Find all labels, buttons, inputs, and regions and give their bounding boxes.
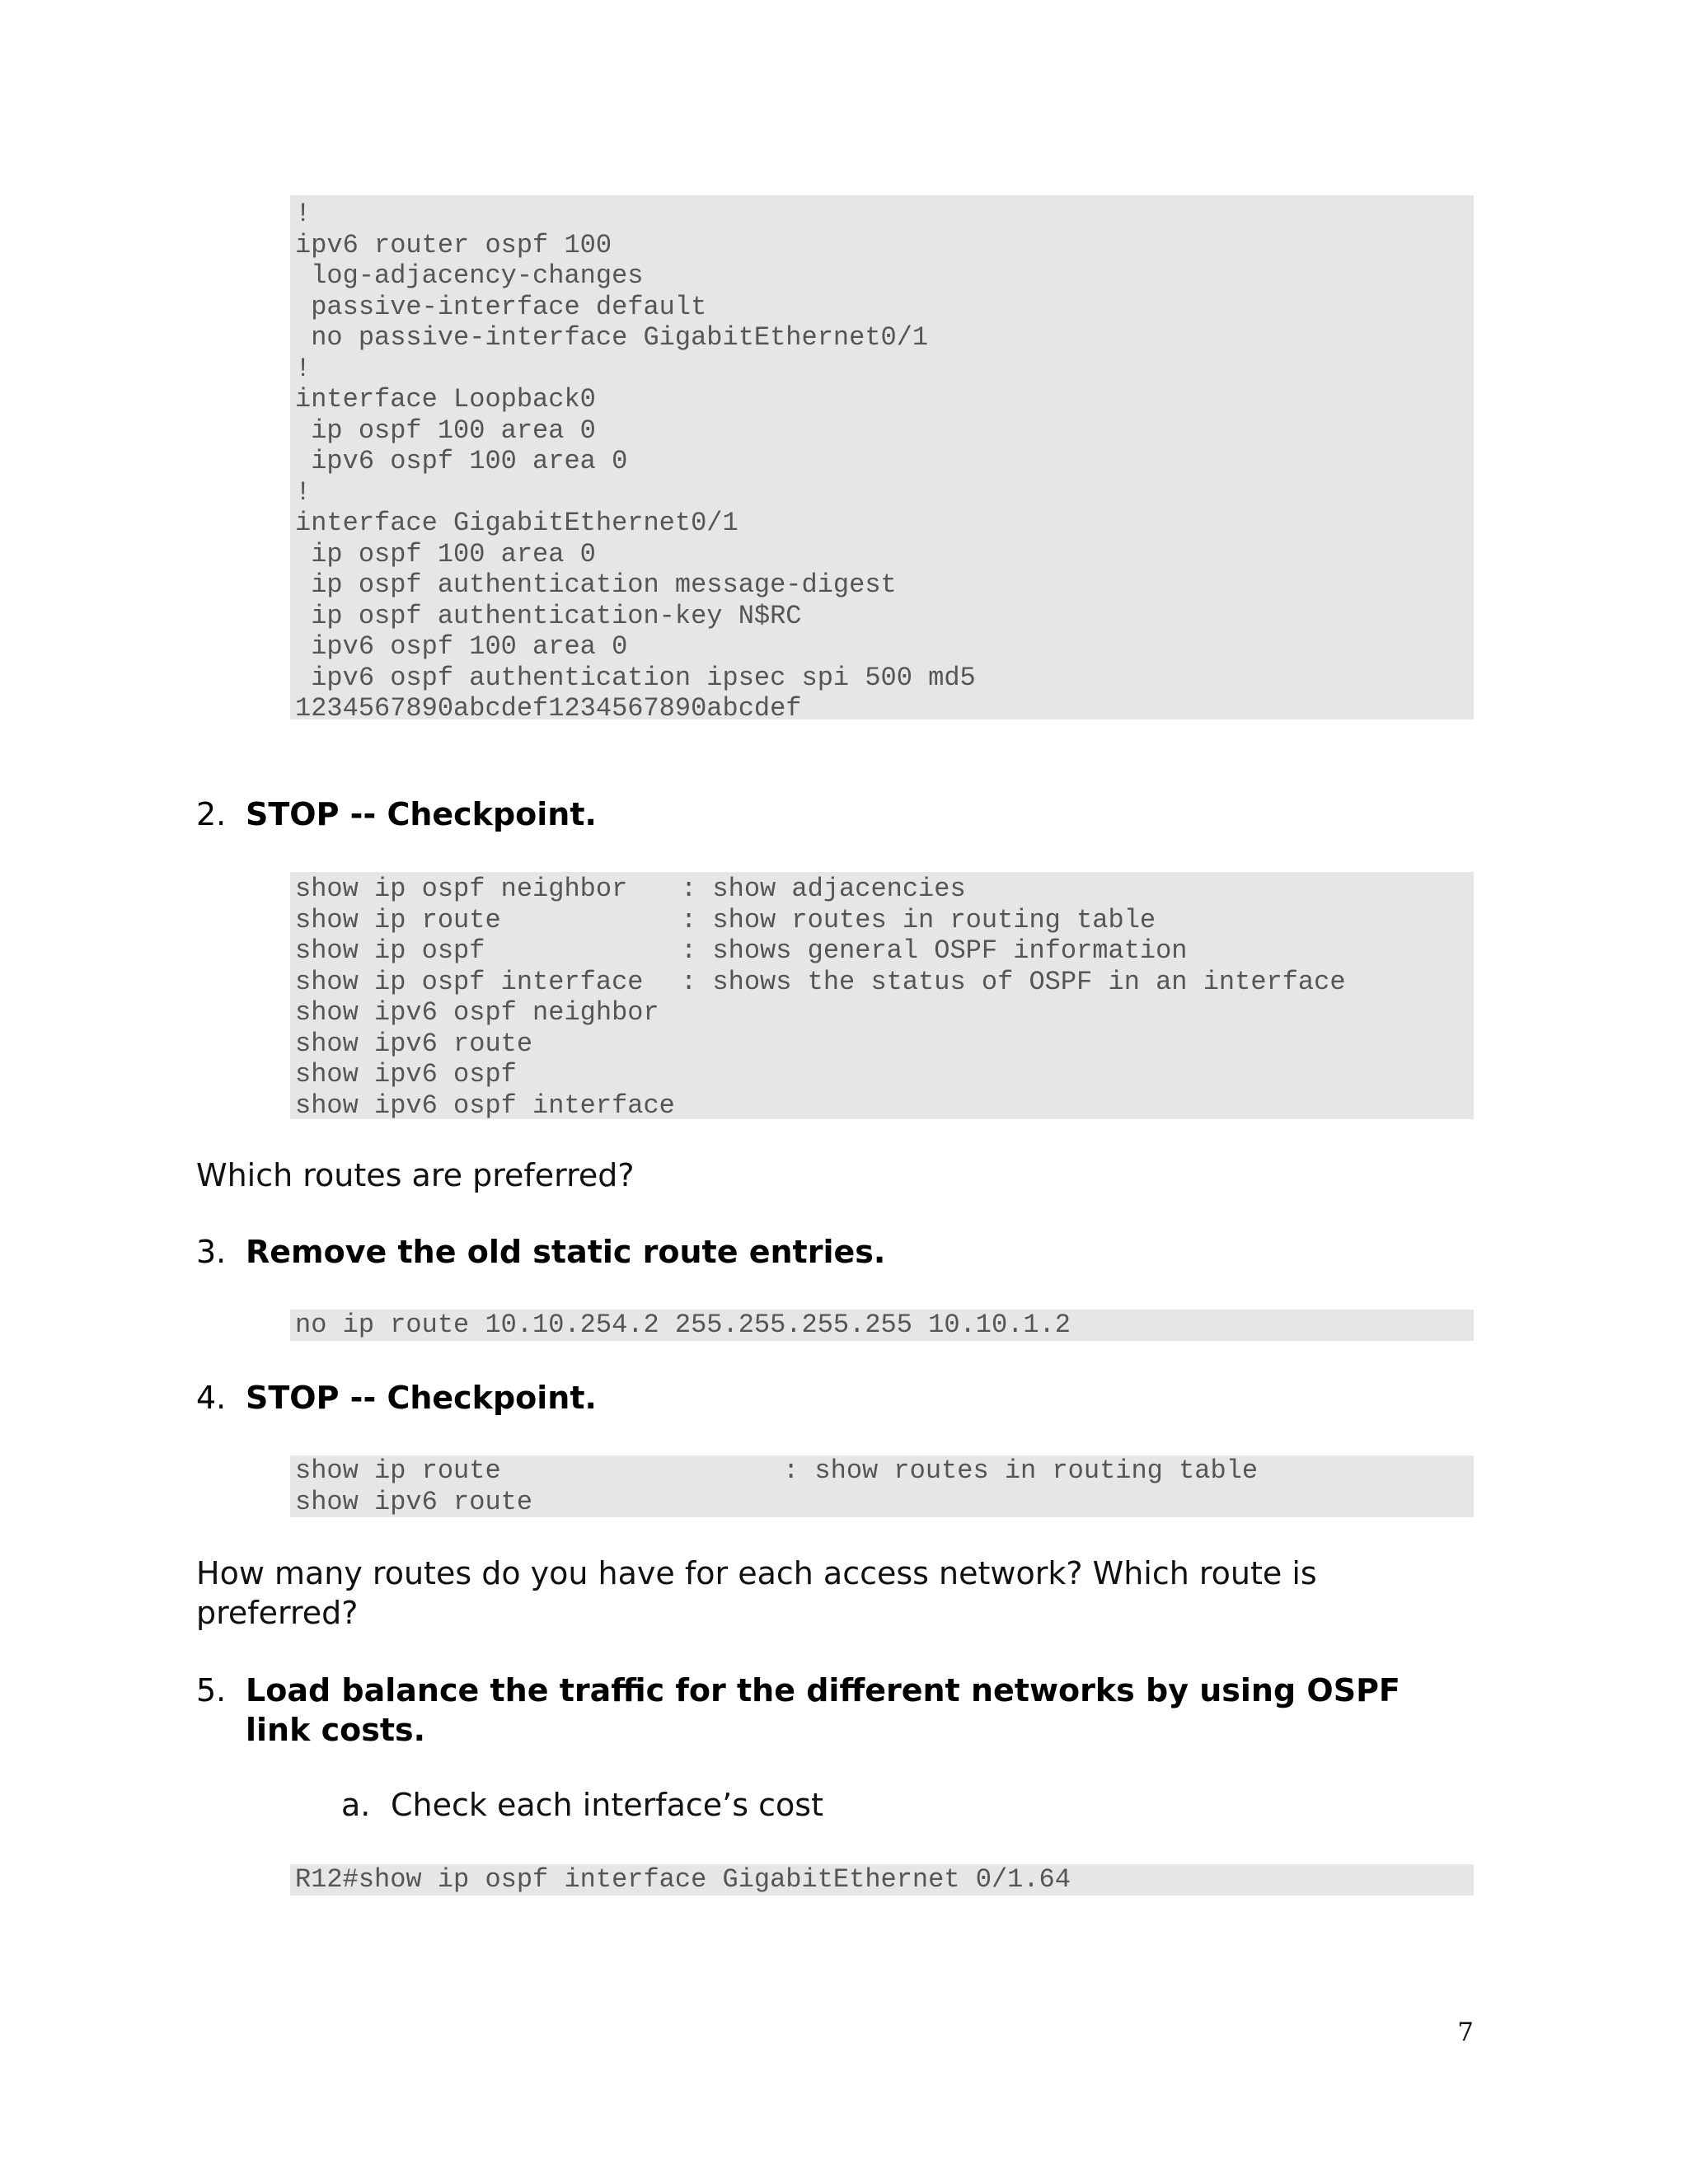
command: show ip route xyxy=(295,904,501,935)
code-line: ! xyxy=(295,476,312,508)
command: show ipv6 ospf interface xyxy=(295,1090,675,1121)
step-title: Load balance the traffic for the different networks by using OSPF link costs. xyxy=(246,1672,1400,1748)
step-number: 5. xyxy=(196,1672,227,1708)
command-description: : shows general OSPF information xyxy=(681,935,1188,966)
command: show ipv6 route xyxy=(295,1028,533,1059)
step-2-heading xyxy=(196,794,1474,834)
code-line: ipv6 ospf 100 area 0 xyxy=(295,446,628,476)
command-description: : shows the status of OSPF in an interface xyxy=(681,966,1346,997)
code-line: no ip route 10.10.254.2 255.255.255.255 10.10.1.2 xyxy=(295,1310,1071,1340)
code-line xyxy=(295,905,1474,936)
question-routes-per-network: How many routes do you have for each access network? Which route is preferred? xyxy=(196,1555,1317,1631)
command: show ipv6 ospf neighbor xyxy=(295,997,659,1028)
code-line xyxy=(295,997,1474,1029)
command: show ip ospf neighbor xyxy=(295,874,628,904)
code-line: passive-interface default xyxy=(295,291,707,322)
code-line: ip ospf 100 area 0 xyxy=(295,538,596,569)
command: show ip ospf interface xyxy=(295,966,644,997)
question-preferred-routes: Which routes are preferred? xyxy=(196,1157,635,1193)
page-number: 7 xyxy=(1457,2018,1474,2047)
step-4-heading xyxy=(196,1378,1474,1418)
code-line: ip ospf 100 area 0 xyxy=(295,415,596,446)
code-line: no passive-interface GigabitEthernet0/1 xyxy=(295,322,929,353)
command-description: : show routes in routing table xyxy=(681,904,1156,935)
code-line xyxy=(295,935,1474,967)
step-5-heading xyxy=(196,1671,1474,1750)
substep-a xyxy=(341,1785,823,1825)
step-title: STOP -- Checkpoint. xyxy=(246,1380,597,1416)
code-line: interface GigabitEthernet0/1 xyxy=(295,508,738,538)
code-line: interface Loopback0 xyxy=(295,384,596,415)
code-line xyxy=(295,1090,1474,1122)
substep-number: a. xyxy=(341,1787,371,1823)
step-number: 4. xyxy=(196,1380,227,1416)
code-line: ipv6 ospf authentication ipsec spi 500 md5 xyxy=(295,662,976,693)
command: show ip ospf xyxy=(295,935,485,966)
cost-check-code-block xyxy=(290,1864,1474,1896)
command: show ip route xyxy=(295,1455,501,1486)
code-line xyxy=(295,874,1474,905)
code-line: R12#show ip ospf interface GigabitEthernet 0/1.64 xyxy=(295,1864,1071,1895)
command-description: : show routes in routing table xyxy=(783,1455,1259,1486)
code-line xyxy=(295,967,1474,998)
step-title: STOP -- Checkpoint. xyxy=(246,796,597,832)
command: show ipv6 ospf xyxy=(295,1059,517,1090)
code-line: 1234567890abcdef1234567890abcdef xyxy=(295,693,802,724)
code-line: ipv6 router ospf 100 xyxy=(295,229,612,260)
code-line: log-adjacency-changes xyxy=(295,260,644,291)
command: show ipv6 route xyxy=(295,1486,533,1517)
code-line xyxy=(295,1487,1474,1518)
code-line: ip ospf authentication message-digest xyxy=(295,569,897,600)
config-code-block xyxy=(290,195,1474,724)
command-description: : show adjacencies xyxy=(681,874,966,904)
code-line: ! xyxy=(295,199,312,229)
step-3-heading xyxy=(196,1232,1474,1272)
code-line: ipv6 ospf 100 area 0 xyxy=(295,631,628,662)
step-number: 3. xyxy=(196,1234,227,1270)
code-line xyxy=(295,1455,1474,1487)
step-number: 2. xyxy=(196,796,227,832)
substep-text: Check each interface’s cost xyxy=(391,1787,823,1823)
code-line: ! xyxy=(295,353,312,384)
code-line xyxy=(295,1059,1474,1090)
code-line xyxy=(295,1029,1474,1060)
code-line: ip ospf authentication-key N$RC xyxy=(295,600,802,631)
checkpoint-1-code-block xyxy=(290,872,1474,1119)
remove-route-code-block xyxy=(290,1310,1474,1341)
step-title: Remove the old static route entries. xyxy=(246,1234,886,1270)
checkpoint-2-code-block xyxy=(290,1455,1474,1517)
